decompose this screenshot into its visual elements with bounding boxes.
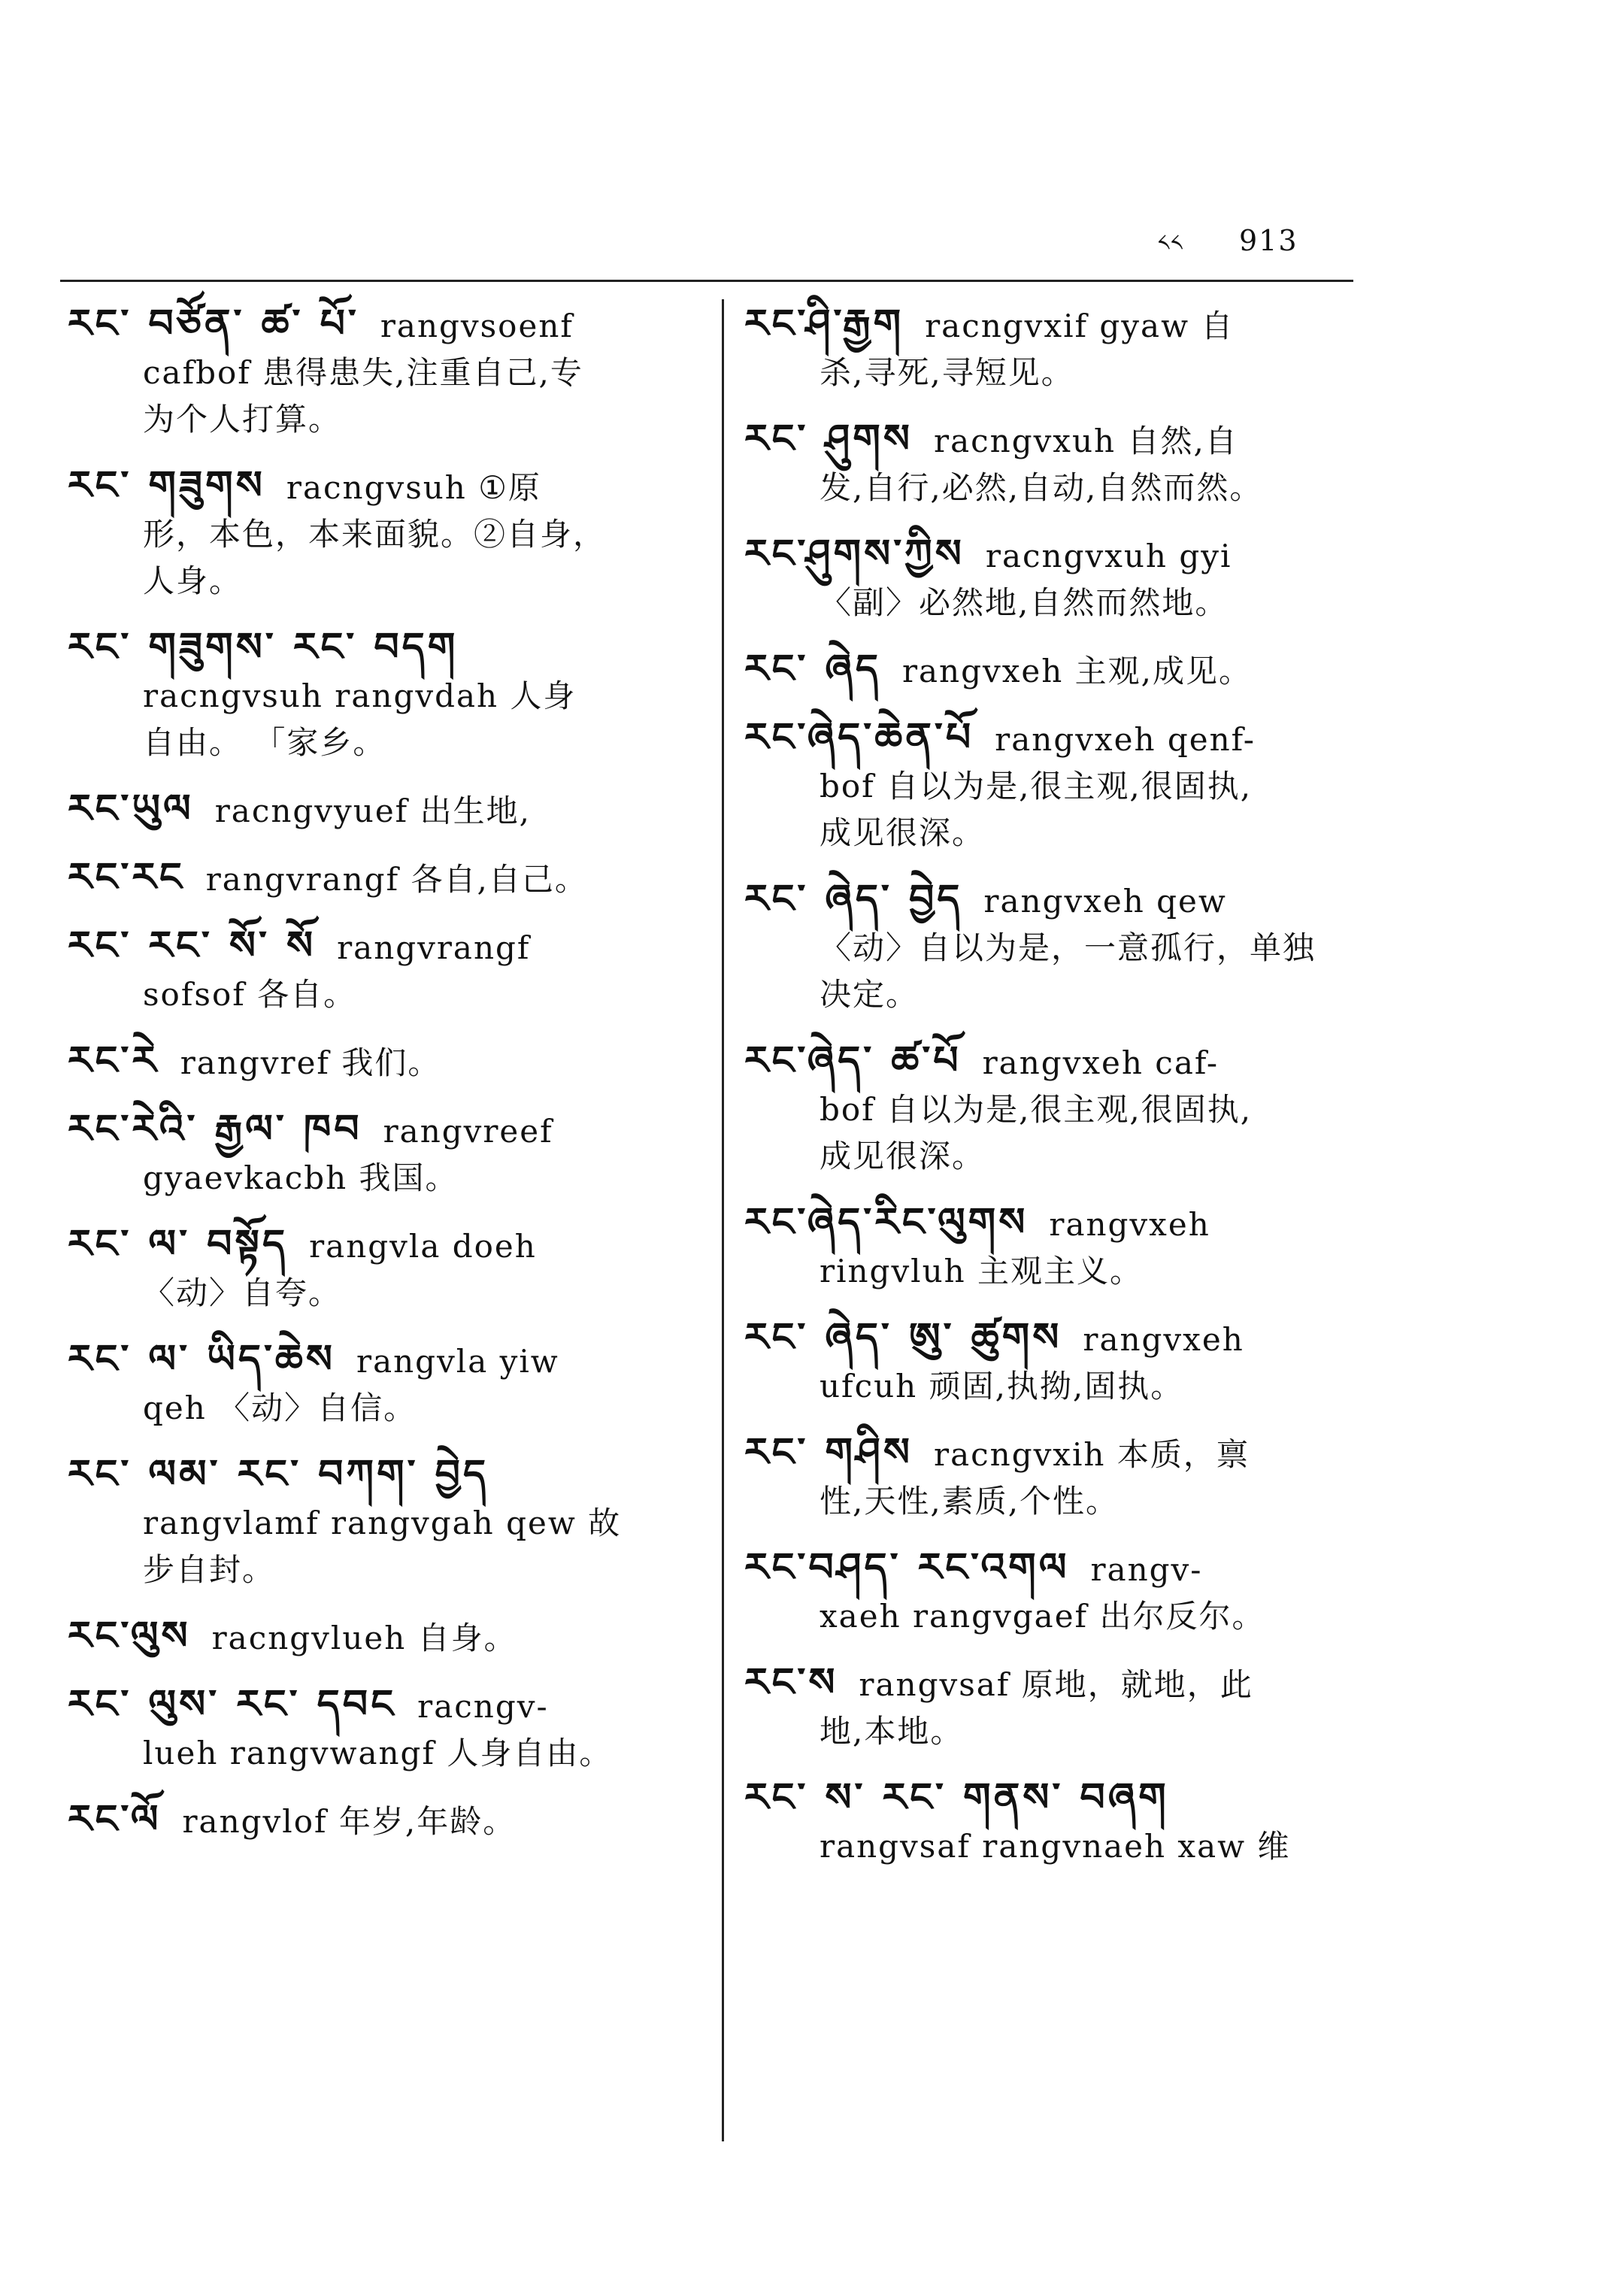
dictionary-entry xyxy=(68,854,707,903)
entry-text: rangvxeh caf- xyxy=(982,1044,1220,1081)
entry-text: 〈动〉自夸。 xyxy=(143,1274,342,1311)
entry-headline xyxy=(744,531,1406,580)
dictionary-entry xyxy=(744,1314,1406,1410)
entry-text: 人身。 xyxy=(143,562,243,599)
entry-headline xyxy=(68,854,707,903)
entry-definition-line xyxy=(68,720,707,766)
entry-text: 〈副〉必然地,自然而然地。 xyxy=(820,584,1229,621)
dictionary-entry xyxy=(68,1681,707,1777)
tibetan-headword: རང་ཤུགས་ཀྱིས xyxy=(744,532,965,577)
dictionary-entry xyxy=(744,301,1406,396)
dictionary-entry xyxy=(68,462,707,605)
entry-text: cafbof 患得患失,注重自己,专 xyxy=(143,354,583,391)
dictionary-entry xyxy=(744,416,1406,511)
entry-definition-line xyxy=(744,350,1406,396)
entry-text: rangvla yiw xyxy=(356,1343,559,1380)
entry-headline xyxy=(68,786,707,835)
entry-headline xyxy=(744,301,1406,350)
entry-definition-line xyxy=(68,396,707,443)
entry-headline xyxy=(68,301,707,350)
dictionary-entry xyxy=(68,1038,707,1086)
entry-definition-line xyxy=(68,1500,707,1547)
entry-text: 形，本色，本来面貌。②自身， xyxy=(143,516,607,553)
entry-text: rangvsaf rangvnaeh xaw 维 xyxy=(820,1828,1291,1865)
tibetan-headword: རང་ ཤུགས xyxy=(744,417,913,462)
entry-text: racngvsuh ①原 xyxy=(286,469,541,506)
entry-definition-line xyxy=(744,810,1406,856)
entry-text: ringvluh 主观主义。 xyxy=(820,1253,1144,1289)
header-rule xyxy=(60,280,1353,282)
entry-text: rangv- xyxy=(1090,1551,1203,1588)
entry-text: racngv- xyxy=(417,1688,549,1725)
tibetan-headword: རང་ གཟུགས་ རང་ བདག xyxy=(68,625,459,670)
tibetan-headword: རང་རང xyxy=(68,855,185,900)
tibetan-headword: རང་ ལ་ ཡིད་ཆེས xyxy=(68,1337,336,1382)
entry-headline xyxy=(68,1336,707,1385)
dictionary-entry xyxy=(68,786,707,835)
dictionary-entry xyxy=(744,1199,1406,1295)
entry-text: 〈动〉自以为是，一意孤行，单独 xyxy=(820,929,1316,966)
dictionary-entry xyxy=(68,923,707,1018)
dictionary-entry xyxy=(744,1774,1406,1870)
entry-definition-line xyxy=(744,1593,1406,1640)
entry-text: rangvlamf rangvgah qew 故 xyxy=(143,1505,622,1541)
entry-text: 自由。 「家乡。 xyxy=(143,724,386,761)
entry-definition-line xyxy=(68,1547,707,1593)
tibetan-headword: རང་ ས་ རང་ གནས་ བཞག xyxy=(744,1775,1169,1820)
dictionary-entry xyxy=(68,1106,707,1202)
entry-definition-line xyxy=(68,971,707,1018)
entry-text: rangvxeh qenf- xyxy=(995,721,1256,758)
entry-text: 杀,寻死,寻短见。 xyxy=(820,354,1074,391)
tibetan-page-number: ༨༨ xyxy=(1158,230,1184,256)
entry-definition-line xyxy=(744,465,1406,511)
entry-headline xyxy=(744,1659,1406,1708)
entry-text: gyaevkacbh 我国。 xyxy=(143,1159,459,1196)
entry-headline xyxy=(744,714,1406,763)
dictionary-entry xyxy=(744,1544,1406,1640)
entry-definition-line xyxy=(68,1730,707,1777)
entry-text: rangvxeh qew xyxy=(983,883,1227,920)
dictionary-entry xyxy=(744,1038,1406,1180)
entry-text: rangvxeh 主观,成见。 xyxy=(901,653,1253,689)
entry-definition-line xyxy=(744,580,1406,626)
entry-headline xyxy=(68,462,707,511)
entry-text: bof 自以为是,很主观,很固执, xyxy=(820,768,1253,805)
tibetan-headword: རང་ ལམ་ རང་ བཀག་ བྱེད xyxy=(68,1452,489,1497)
entry-headline xyxy=(68,1038,707,1086)
entry-text: ufcuh 顽固,执拗,固执。 xyxy=(820,1368,1184,1405)
entry-definition-line xyxy=(68,511,707,558)
entry-headline xyxy=(744,1774,1406,1823)
entry-text: 成见很深。 xyxy=(820,1138,986,1174)
entry-definition-line xyxy=(68,1385,707,1432)
entry-headline xyxy=(744,1544,1406,1593)
entry-headline xyxy=(744,1314,1406,1363)
entry-text: racngvxuh gyi xyxy=(985,538,1232,574)
dictionary-entry xyxy=(744,646,1406,695)
dictionary-entry xyxy=(68,1613,707,1662)
dictionary-entry xyxy=(68,624,707,766)
entry-text: rangvla doeh xyxy=(309,1228,537,1265)
tibetan-headword: རང་ཡུལ xyxy=(68,786,194,832)
entry-definition-line xyxy=(744,1086,1406,1133)
entry-definition-line xyxy=(744,1248,1406,1295)
entry-headline xyxy=(744,1429,1406,1478)
entry-headline xyxy=(68,624,707,673)
entry-text: rangvrangf xyxy=(337,929,531,966)
entry-text: rangvsaf 原地，就地，此 xyxy=(859,1666,1253,1703)
column-divider xyxy=(722,299,724,2141)
tibetan-headword: རང་ གཤིས xyxy=(744,1430,913,1475)
entry-definition-line xyxy=(68,350,707,396)
dictionary-entry xyxy=(744,1429,1406,1525)
entry-text: lueh rangvwangf 人身自由。 xyxy=(143,1735,613,1771)
entry-headline xyxy=(68,1221,707,1270)
entry-definition-line xyxy=(68,673,707,720)
entry-text: 成见很深。 xyxy=(820,814,986,851)
entry-text: rangvreef xyxy=(383,1113,553,1150)
entry-headline xyxy=(68,923,707,971)
entry-text: bof 自以为是,很主观,很固执, xyxy=(820,1091,1253,1128)
dictionary-entry xyxy=(744,876,1406,1018)
tibetan-headword: རང་བཤད་ རང་འགལ xyxy=(744,1545,1070,1590)
tibetan-headword: རང་ གཟུགས xyxy=(68,463,265,508)
tibetan-headword: རང་ཤི་རྒྱག xyxy=(744,302,904,347)
entry-headline xyxy=(744,1199,1406,1248)
tibetan-headword: རང་ ལ་ བསྟོད xyxy=(68,1222,289,1267)
tibetan-headword: རང་ལུས xyxy=(68,1614,191,1659)
entry-headline xyxy=(744,876,1406,925)
tibetan-headword: རང་ ལུས་ རང་ དབང xyxy=(68,1682,397,1727)
tibetan-headword: རང་ཞེད་ ཚ་པོ xyxy=(744,1038,962,1083)
entry-text: racngvxif gyaw 自 xyxy=(925,308,1235,344)
entry-headline xyxy=(68,1796,707,1845)
entry-text: racngvsuh rangvdah 人身 xyxy=(143,677,577,714)
entry-text: racngvlueh 自身。 xyxy=(211,1620,517,1656)
entry-text: 发,自行,必然,自动,自然而然。 xyxy=(820,469,1263,506)
entry-headline xyxy=(744,416,1406,465)
entry-definition-line xyxy=(744,1478,1406,1525)
entry-definition-line xyxy=(744,763,1406,810)
entry-text: rangvsoenf xyxy=(380,308,574,344)
entry-headline xyxy=(68,1613,707,1662)
tibetan-headword: རང་ཞེད་རིང་ལུགས xyxy=(744,1200,1029,1245)
entry-definition-line xyxy=(744,1133,1406,1180)
tibetan-headword: རང་རེ xyxy=(68,1038,159,1083)
entry-text: 为个人打算。 xyxy=(143,401,342,438)
entry-text: 步自封。 xyxy=(143,1551,276,1588)
entry-text: qeh 〈动〉自信。 xyxy=(143,1390,417,1426)
entry-text: rangvxeh xyxy=(1083,1321,1244,1358)
entry-text: rangvlof 年岁,年龄。 xyxy=(182,1803,517,1840)
tibetan-headword: རང་ ཞེད xyxy=(744,647,881,692)
entry-text: xaeh rangvgaef 出尔反尔。 xyxy=(820,1598,1265,1635)
entry-text: rangvref 我们。 xyxy=(180,1044,441,1081)
entry-headline xyxy=(744,1038,1406,1086)
entry-definition-line xyxy=(744,1823,1406,1870)
tibetan-headword: རང་ རང་ སོ་ སོ xyxy=(68,923,317,968)
tibetan-headword: རང་ཞེད་ཆེན་པོ xyxy=(744,715,974,760)
entry-definition-line xyxy=(744,925,1406,971)
entry-text: racngvxih 本质，禀 xyxy=(934,1436,1250,1473)
dictionary-entry xyxy=(68,1221,707,1317)
page-number: 913 xyxy=(1239,224,1298,257)
entry-headline xyxy=(68,1451,707,1500)
tibetan-headword: རང་ལོ xyxy=(68,1797,162,1842)
entry-text: sofsof 各自。 xyxy=(143,976,357,1013)
tibetan-headword: རང་ ཞེད་ བྱེད xyxy=(744,877,963,922)
entry-text: 决定。 xyxy=(820,976,920,1013)
entry-text: rangvrangf 各自,自己。 xyxy=(205,861,588,898)
tibetan-headword: རང་རེའི་ རྒྱལ་ ཁབ xyxy=(68,1107,362,1152)
dictionary-entry xyxy=(68,1336,707,1432)
dictionary-entry xyxy=(68,1451,707,1593)
dictionary-entry xyxy=(68,1796,707,1845)
entry-definition-line xyxy=(68,558,707,605)
entry-definition-line xyxy=(744,1363,1406,1410)
entry-definition-line xyxy=(744,971,1406,1018)
dictionary-entry xyxy=(744,1659,1406,1755)
dictionary-entry xyxy=(744,531,1406,626)
entry-definition-line xyxy=(744,1708,1406,1755)
dictionary-entry xyxy=(68,301,707,443)
entry-definition-line xyxy=(68,1270,707,1317)
tibetan-headword: རང་ ཞེད་ ཨུ་ ཚུགས xyxy=(744,1315,1062,1360)
entry-text: 性,天性,素质,个性。 xyxy=(820,1483,1120,1520)
entry-headline xyxy=(68,1681,707,1730)
tibetan-headword: རང་ བཙོན་ ཚ་ པོ་ xyxy=(68,302,359,347)
entry-text: racngvyuef 出生地, xyxy=(214,792,531,829)
left-column xyxy=(68,301,707,1865)
tibetan-headword: རང་ས xyxy=(744,1660,838,1705)
entry-text: racngvxuh 自然,自 xyxy=(934,423,1238,459)
entry-text: rangvxeh xyxy=(1049,1206,1210,1243)
entry-definition-line xyxy=(68,1155,707,1202)
entry-headline xyxy=(68,1106,707,1155)
entry-text: 地,本地。 xyxy=(820,1713,964,1750)
right-column xyxy=(744,301,1406,1890)
dictionary-entry xyxy=(744,714,1406,856)
entry-headline xyxy=(744,646,1406,695)
